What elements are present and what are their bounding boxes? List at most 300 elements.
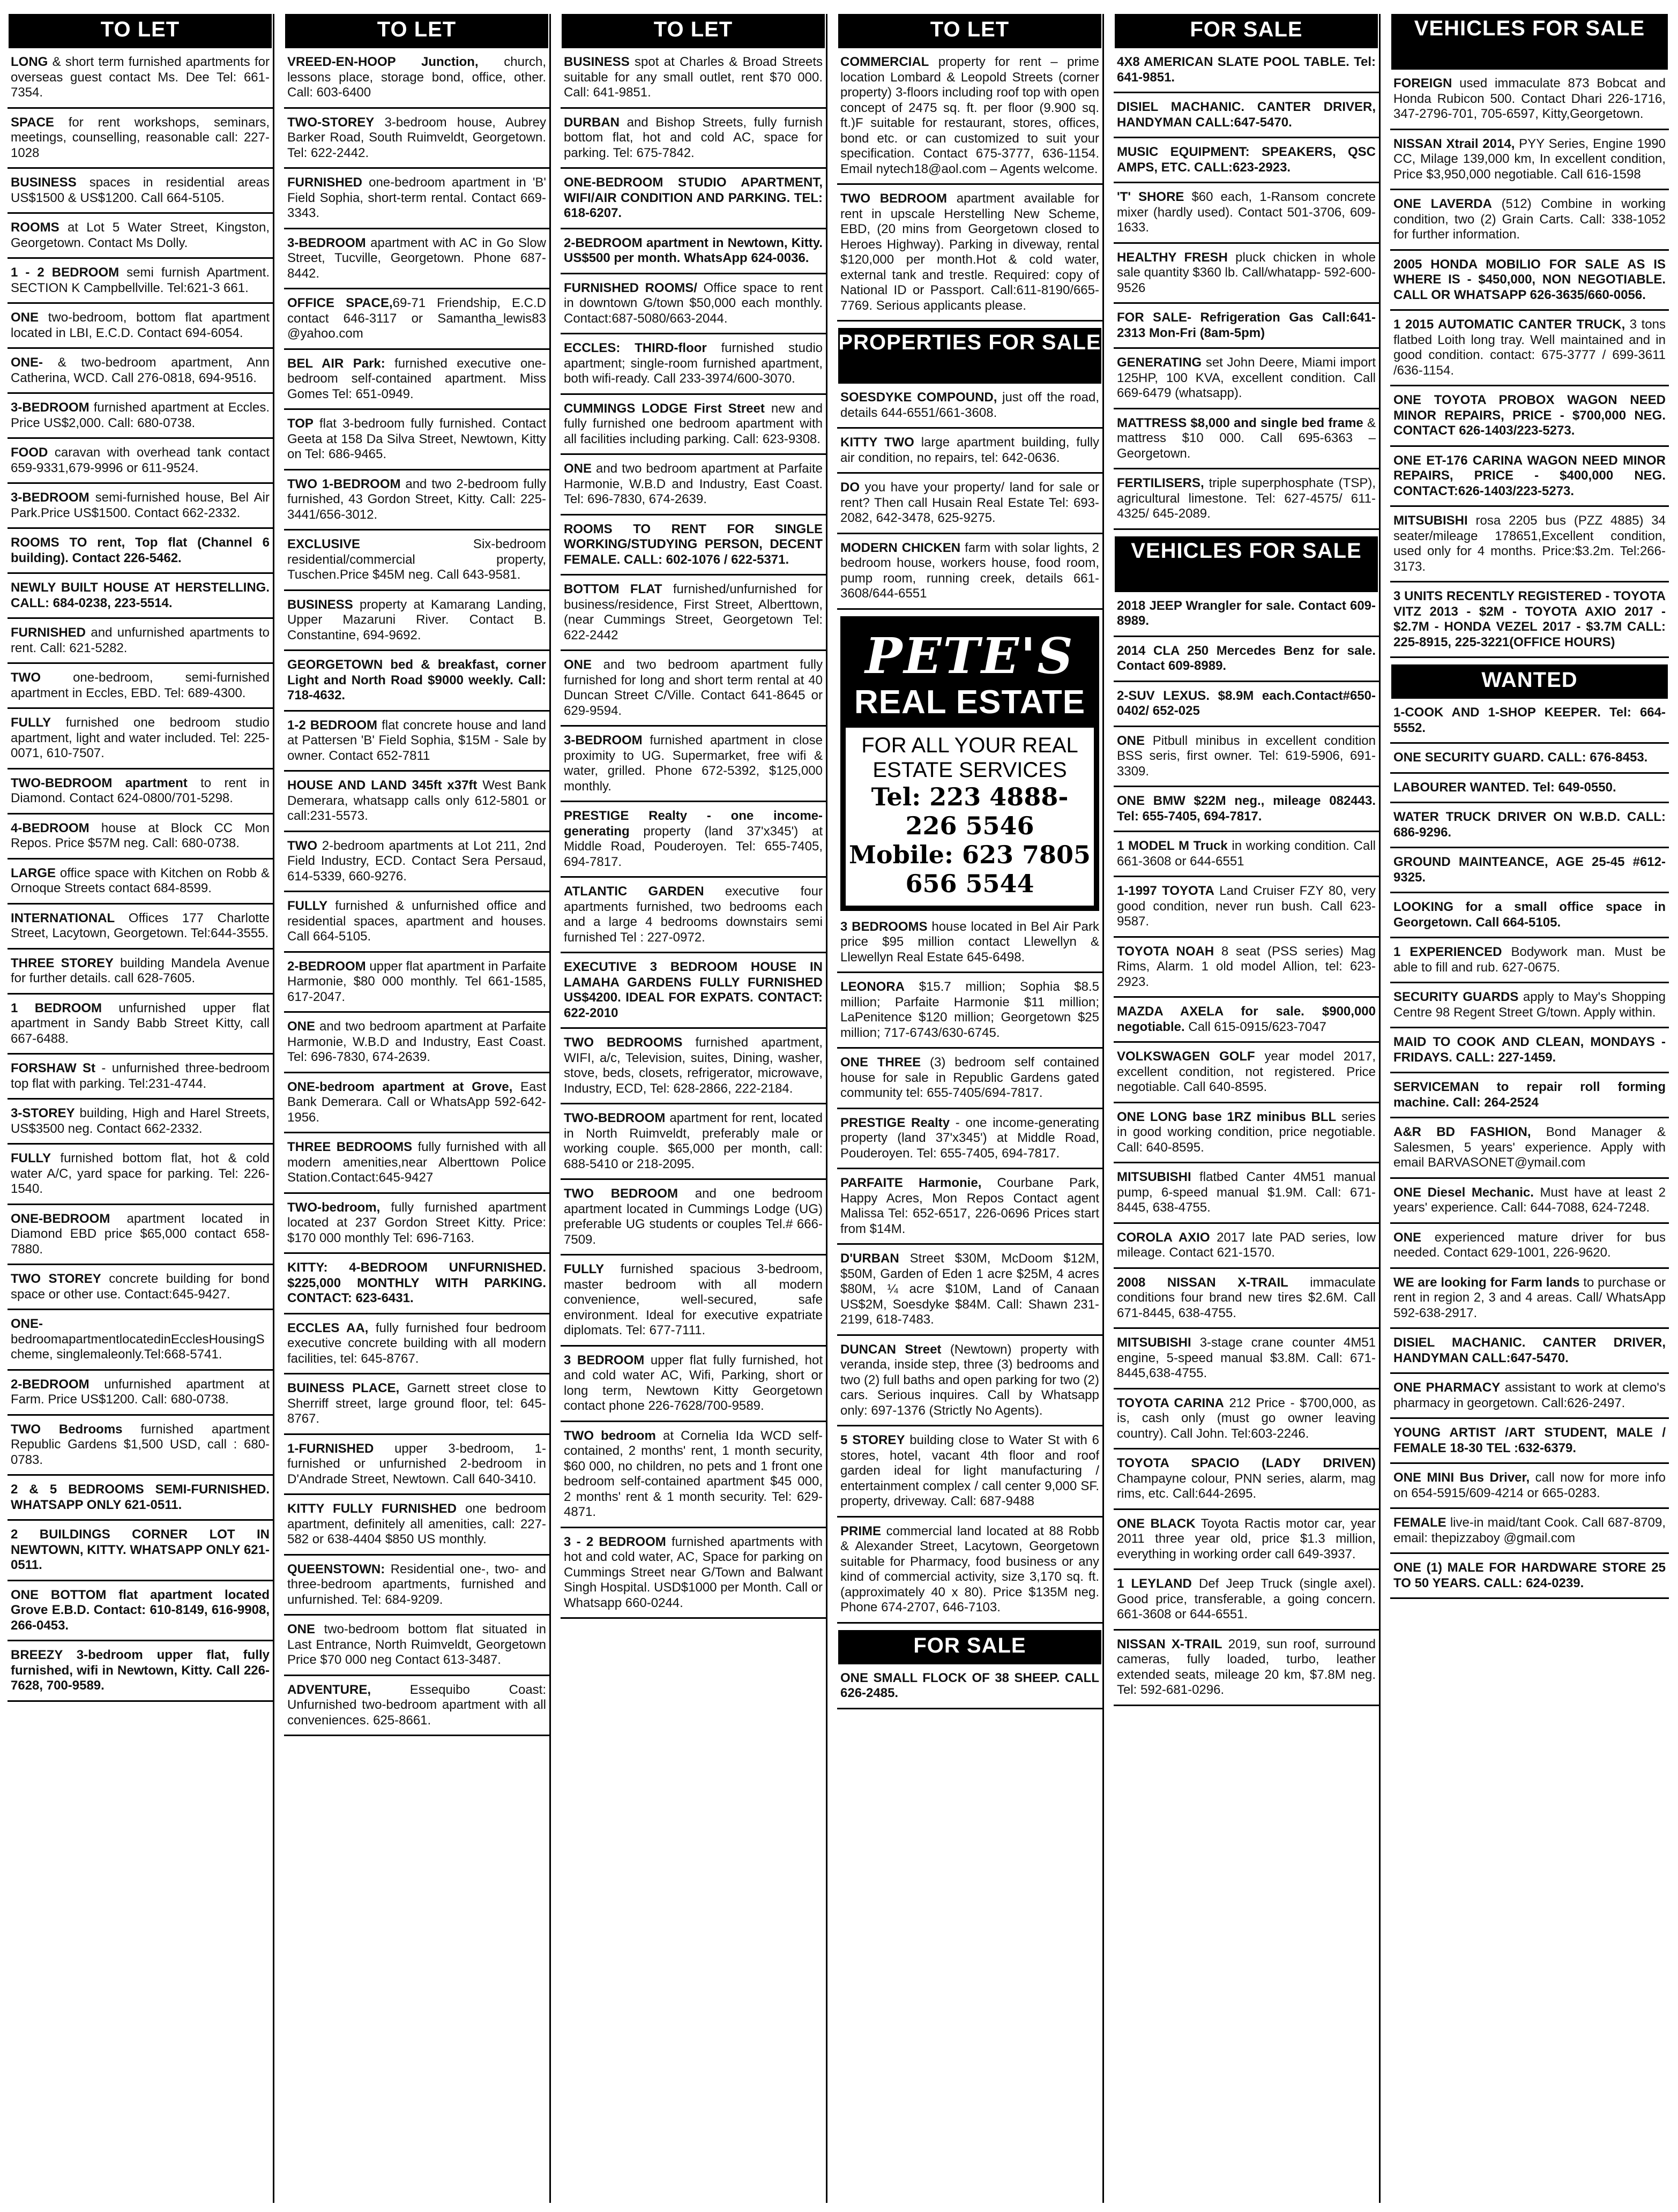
ad-lead: BEL AIR Park: xyxy=(287,356,385,371)
ad-body: assistant to work at clemo's pharmacy in georgetown. Call:626-2497. xyxy=(1393,1380,1666,1410)
ad-lead: KITTY: 4-BEDROOM UNFURNISHED. $225,000 MONTHLY WITH PARKING. CONTACT: 623-6431. xyxy=(287,1260,546,1305)
ad-lead: FURNISHED xyxy=(11,625,86,640)
classified-ad xyxy=(837,55,1102,185)
classified-ad xyxy=(284,1501,549,1556)
ad-lead: GEORGETOWN bed & breakfast, corner Light and North Road $9000 weekly. Call: 718-4632. xyxy=(287,657,546,703)
ad-body: property at Kamarang Landing, Upper Mazaruni River. Contact B. Constantine, 694-9692. xyxy=(287,597,546,642)
ad-body: farm with solar lights, 2 bedroom house, workers house, food room, pump room, running creek, details 661-3608/644-6551 xyxy=(840,540,1099,601)
ad-body: furnished spacious 3-bedroom, master bedroom with all modern convenience, well-secured, safe environment. Ideal for executive expatriate diplomats. Tel: 677-7111. xyxy=(564,1262,823,1337)
ad-body: PYY Series, Engine 1990 CC, Milage 139,000 km, In excellent condition, Price $3,950,000 negotiable. Call 616-1598 xyxy=(1393,136,1666,182)
classified-ad xyxy=(561,1111,826,1180)
classified-ad xyxy=(837,980,1102,1049)
classified-ad xyxy=(1114,944,1379,998)
classified-ad xyxy=(1114,1335,1379,1389)
classified-ad xyxy=(837,1524,1102,1624)
classified-ad xyxy=(561,1186,826,1256)
ad-lead: GROUND MAINTEANCE, AGE 25-45 #612-9325. xyxy=(1393,855,1666,885)
ad-body: you have your property/ land for sale or rent? Then call Husain Real Estate Tel: 693-2082, 642-3478, 625-9275. xyxy=(840,480,1099,525)
classified-ad xyxy=(1390,1425,1669,1464)
ad-lead: DO xyxy=(840,480,860,495)
ad-body: & two-bedroom apartment, Ann Catherina, WCD. Call 276-0818, 694-9516. xyxy=(11,355,270,385)
classified-ad xyxy=(837,435,1102,474)
ad-lead: TOYOTA NOAH xyxy=(1117,944,1214,959)
ad-body: 2017 late PAD series, low mileage. Contact 621-1570. xyxy=(1117,1230,1376,1260)
classified-ad xyxy=(1390,257,1669,311)
ad-lead: ONE-bedroom apartment at Grove, xyxy=(287,1079,513,1094)
section-header: TO LET xyxy=(562,14,825,48)
ad-body: Land Cruiser FZY 80, very good condition, never run bush. Call 623-9587. xyxy=(1117,884,1376,929)
classified-ad xyxy=(1390,1080,1669,1118)
ad-lead: D'URBAN xyxy=(840,1251,899,1266)
ad-lead: ONE BOTTOM flat apartment located Grove E.B.D. Contact: 610-8149, 616-9908, 266-0453. xyxy=(11,1587,270,1633)
ad-lead: 2018 JEEP Wrangler for sale. Contact 609-8989. xyxy=(1117,598,1376,628)
ad-body: furnished studio apartment; single-room furnished apartment, both wifi-ready. Call 233-3974/600-3070. xyxy=(564,341,823,386)
ad-lead: PRIME xyxy=(840,1523,882,1538)
ad-body: 3-stage crane counter 4M51 engine, 5-speed manual $3.8M. Call: 671-8445,638-4755. xyxy=(1117,1335,1376,1380)
ad-body: East Bank Demerara. Call or WhatsApp 592-642-1956. xyxy=(287,1079,546,1125)
classified-ad xyxy=(1114,1049,1379,1103)
logo-tagline-2: ESTATE SERVICES xyxy=(872,758,1067,782)
ad-body: one-bedroom apartment in 'B' Field Sophia, short-term rental. Contact 669-3343. xyxy=(287,175,546,220)
ad-body: Champayne colour, PNN series, alarm, mag rims, etc. Call:644-2695. xyxy=(1117,1471,1376,1501)
ad-lead: PRESTIGE Realty xyxy=(840,1115,950,1130)
ad-body: Offices 177 Charlotte Street, Lacytown, Georgetown. Tel:644-3555. xyxy=(11,910,270,940)
ad-lead: MAZDA AXELA for sale. $900,000 negotiable. xyxy=(1117,1004,1376,1034)
classified-ad xyxy=(284,477,549,531)
ad-lead: FOREIGN xyxy=(1393,76,1452,91)
ad-body: just off the road, details 644-6551/661-3608. xyxy=(840,390,1099,420)
ad-body: live-in maid/tant Cook. Call 687-8709, email: thepizzaboy @gmail.com xyxy=(1393,1515,1666,1545)
ad-lead: NISSAN Xtrail 2014, xyxy=(1393,136,1515,151)
logo-mobile-2: 656 5544 xyxy=(905,869,1034,898)
ad-lead: 2-SUV LEXUS. $8.9M each.Contact#650-0402/ 652-025 xyxy=(1117,688,1376,718)
ad-lead: 3-BEDROOM xyxy=(287,235,366,250)
classified-ad xyxy=(561,1035,826,1104)
classified-ad xyxy=(1390,900,1669,938)
ad-lead: INTERNATIONAL xyxy=(11,910,115,925)
ad-lead: ONE ET-176 CARINA WAGON NEED MINOR REPAIRS, PRICE - $400,000 NEG. CONTACT:626-1403/223-5273. xyxy=(1393,453,1666,498)
ad-body: 8 seat (PSS series) Mag Rims, Alarm. 1 old model Allion, tel: 623-2923. xyxy=(1117,944,1376,989)
ad-lead: 2 & 5 BEDROOMS SEMI-FURNISHED. WHATSAPP ONLY 621-0511. xyxy=(11,1482,270,1512)
classified-ad xyxy=(1390,810,1669,848)
ad-lead: VOLKSWAGEN GOLF xyxy=(1117,1049,1255,1064)
ad-body: apartment with AC in Go Slow Street, Tucville, Georgetown. Phone 687-8442. xyxy=(287,235,546,281)
classified-ad xyxy=(284,356,549,410)
classified-ad xyxy=(1114,55,1379,93)
ad-body: bedroomapartmentlocatedinEcclesHousingScheme, singlemaleonly.Tel:668-5741. xyxy=(11,1332,265,1362)
classified-ad xyxy=(837,1176,1102,1245)
ad-body: series in good working condition, price negotiable. Call: 640-8595. xyxy=(1117,1109,1376,1155)
ad-body: Call 615-0915/623-7047 xyxy=(1184,1019,1326,1034)
classified-ad xyxy=(1390,1560,1669,1599)
classified-ad xyxy=(1114,145,1379,183)
ad-body: two-bedroom bottom flat situated in Last Entrance, North Ruimveldt, Georgetown Price $70 000 neg Contact 613-3487. xyxy=(287,1622,546,1667)
classified-ad xyxy=(1114,476,1379,530)
classified-ad xyxy=(1114,1004,1379,1043)
ad-lead: TOYOTA CARINA xyxy=(1117,1395,1224,1410)
classified-ad xyxy=(837,1671,1102,1709)
ad-lead: ATLANTIC GARDEN xyxy=(564,884,704,899)
classified-ad xyxy=(284,1381,549,1435)
classified-ad xyxy=(561,657,826,727)
ad-lead: HEALTHY FRESH xyxy=(1117,250,1228,265)
section-header: VEHICLES FOR SALE xyxy=(1391,14,1668,70)
column-2 xyxy=(284,14,551,2203)
classified-ad xyxy=(561,115,826,169)
ad-lead: FERTILISERS, xyxy=(1117,476,1204,490)
ad-body: $15.7 million; Sophia $8.5 million; Parfaite Harmonie $11 million; LaPenitence $120 million; Georgetown $25 million; 717-6743/630-6745. xyxy=(840,980,1099,1040)
classified-ad xyxy=(284,1019,549,1073)
section-header: FOR SALE xyxy=(1115,14,1378,48)
ad-body: used immaculate 873 Bobcat and Honda Rubicon 500. Contact Dhari 226-1716, 347-2796-701, 705-6597, Kitty,Georgetown. xyxy=(1393,76,1666,121)
ad-lead: FOOD xyxy=(11,445,48,460)
ad-lead: 1 EXPERIENCED xyxy=(1393,945,1502,959)
ad-lead: 1-FURNISHED xyxy=(287,1441,374,1456)
section-header: TO LET xyxy=(285,14,548,48)
column-1 xyxy=(8,14,274,2203)
ad-lead: 3 - 2 BEDROOM xyxy=(564,1534,666,1549)
ad-body: office space with Kitchen on Robb & Ornoque Streets contact 684-8599. xyxy=(11,865,270,895)
ad-body: fully furnished with all modern amenities,near Alberttown Police Station.Contact:645-9427 xyxy=(287,1140,546,1185)
classified-ad xyxy=(8,115,273,169)
ad-lead: TOYOTA SPACIO (LADY DRIVEN) xyxy=(1117,1456,1376,1470)
ad-body: Office space to rent in downtown G/town $50,000 each monthly. Contact:687-5080/663-2044. xyxy=(564,280,823,326)
ad-lead: WE are looking for Farm lands xyxy=(1393,1275,1580,1290)
ad-lead: ONE MINI Bus Driver, xyxy=(1393,1470,1530,1485)
classified-ad xyxy=(284,718,549,772)
ad-body: and Bishop Streets, fully furnish bottom flat, hot and cold AC, space for parking. Tel: 675-7842. xyxy=(564,115,823,160)
ad-body: 3-bedroom house, Aubrey Barker Road, South Ruimveldt, Georgetown. Tel: 622-2442. xyxy=(287,115,546,160)
ad-lead: 3 BEDROOM xyxy=(564,1352,645,1367)
classified-ad xyxy=(8,55,273,109)
classified-ad xyxy=(8,956,273,995)
ad-lead: 3-BEDROOM xyxy=(564,733,643,748)
classified-ad xyxy=(8,670,273,709)
ad-body: Garnett street close to Sherriff street, large ground floor, tel: 645-8767. xyxy=(287,1381,546,1426)
ad-body: concrete building for bond space or other use. Contact:645-9427. xyxy=(11,1272,270,1302)
ad-body: and two bedroom apartment at Parfaite Harmonie, W.B.D and Industry, East Coast. Tel: 696-7830, 674-2639. xyxy=(564,461,823,506)
ad-body: house located in Bel Air Park price $95 million contact Llewellyn & Llewellyn Real Estate 645-6498. xyxy=(840,919,1100,965)
classified-ad xyxy=(561,55,826,109)
ad-body: $60 each, 1-Ransom concrete mixer (hardly used). Contact 501-3706, 609-1633. xyxy=(1117,190,1376,235)
ad-lead: MUSIC EQUIPMENT: SPEAKERS, QSC AMPS, ETC. CALL:623-2923. xyxy=(1117,145,1376,175)
ad-lead: ONE SECURITY GUARD. CALL: 676-8453. xyxy=(1393,750,1648,765)
classified-ad xyxy=(1390,705,1669,744)
classified-ad xyxy=(8,490,273,529)
classified-ad xyxy=(561,960,826,1029)
ad-body: upper 3-bedroom, 1-furnished or unfurnished 2-bedroom in D'Andrade Street, Newtown. Call 640-3410. xyxy=(287,1441,546,1486)
ad-lead: TOP xyxy=(287,416,314,431)
ad-lead: DISIEL MACHANIC. CANTER DRIVER, HANDYMAN CALL:647-5470. xyxy=(1117,100,1376,130)
ad-body: unfurnished upper flat apartment in Sandy Babb Street Kitty, call 667-6488. xyxy=(11,1000,270,1046)
classified-ad xyxy=(837,480,1102,534)
classified-ad xyxy=(1390,393,1669,447)
classified-ad xyxy=(284,778,549,832)
classified-ad xyxy=(284,1080,549,1134)
ad-lead: TWO BEDROOM xyxy=(840,191,948,206)
classified-ad xyxy=(8,821,273,860)
classified-ad xyxy=(837,1433,1102,1518)
ad-body: one bedroom apartment, definitely all amenities, call: 227-582 or 638-4404 $850 US monthly. xyxy=(287,1501,546,1546)
ad-lead: ONE BMW $22M neg., mileage 082443. Tel: 655-7405, 694-7817. xyxy=(1117,794,1376,824)
ad-lead: 2008 NISSAN X-TRAIL xyxy=(1117,1275,1288,1290)
ad-lead: LEONORA xyxy=(840,980,905,994)
ad-lead: BUINESS PLACE, xyxy=(287,1381,400,1395)
classified-ad xyxy=(561,236,826,274)
ad-body: at Cornelia Ida WCD self-contained, 2 months' rent, 1 month security, $60 000, no children, no pets and 1 front one bedroom self-contained apartment $45 000, 2 months' rent & 1 month security. Tel: 629-4871. xyxy=(564,1428,823,1519)
ad-lead: ONE xyxy=(287,1622,316,1636)
ad-body: building, High and Harel Streets, US$3500 neg. Contact 662-2332. xyxy=(11,1106,270,1136)
classified-ad xyxy=(8,400,273,439)
ad-lead: A&R BD FASHION, xyxy=(1393,1125,1531,1139)
ad-body: furnished apartment at Eccles. Price US$2,000. Call: 680-0738. xyxy=(11,400,270,430)
classified-ad xyxy=(1390,1185,1669,1224)
ad-lead: NEWLY BUILT HOUSE AT HERSTELLING. CALL: 684-0238, 223-5514. xyxy=(11,580,270,610)
ad-lead: SERVICEMAN to repair roll forming machine. Call: 264-2524 xyxy=(1393,1080,1666,1110)
ad-body: property (land 37'x345') at Middle Road, Pouderoyen. Tel: 655-7405, 694-7817. xyxy=(564,824,823,869)
ad-lead: ONE-BEDROOM xyxy=(11,1211,110,1226)
classified-ad xyxy=(1390,513,1669,582)
ad-body: - one income-generating property (land 37'x345') at Middle Road, Pouderoyen. Tel: 655-7405, 694-7817. xyxy=(840,1115,1099,1161)
ad-body: caravan with overhead tank contact 659-9331,679-9996 or 611-9524. xyxy=(11,445,270,475)
ad-body: (3) bedroom self contained house for sale in Republic Gardens gated community tel: 655-7405/694-7817. xyxy=(840,1055,1099,1100)
ad-lead: LONG xyxy=(11,55,48,69)
ad-body: and unfurnished apartments to rent. Call: 621-5282. xyxy=(11,625,270,655)
classified-ad xyxy=(1114,1396,1379,1450)
ad-lead: ECCLES: THIRD-floor xyxy=(564,341,707,355)
ad-lead: FOR SALE- Refrigeration Gas Call:641-2313 Mon-Fri (8am-5pm) xyxy=(1117,310,1376,340)
ad-body: semi-furnished house, Bel Air Park.Price US$1500. Contact 662-2332. xyxy=(11,490,270,520)
classified-ad xyxy=(1114,884,1379,938)
ad-body: semi furnish Apartment. SECTION K Campbellville. Tel:621-3 661. xyxy=(11,265,270,295)
ad-lead: ONE xyxy=(564,461,592,476)
classified-ad xyxy=(284,839,549,893)
classified-ad xyxy=(1114,1275,1379,1329)
ad-body: furnished apartment in close proximity to UG. Supermarket, free wifi & water, grilled. Phone 672-5392, $125,000 monthly. xyxy=(564,733,823,794)
ad-lead: OFFICE SPACE, xyxy=(287,296,393,310)
ad-body: set John Deere, Miami import 125HP, 100 KVA, excellent condition. Call 669-6479 (whatsapp). xyxy=(1117,355,1376,400)
ad-lead: SPACE xyxy=(11,115,54,130)
classified-ad xyxy=(8,445,273,484)
ad-lead: 2-BEDROOM apartment in Newtown, Kitty. US$500 per month. WhatsApp 624-0036. xyxy=(564,235,823,265)
classified-ad xyxy=(1114,190,1379,244)
ad-body: (512) Combine in working condition, two (2) Grain Carts. Call: 338-1052 for further information. xyxy=(1393,197,1666,242)
section-header-vehicles: VEHICLES FOR SALE xyxy=(1115,536,1378,592)
logo-mobile: Mobile: 623 7805 xyxy=(848,840,1091,869)
ad-body: executive four apartments furnished, two bedrooms each and a large 4 bedrooms downstairs semi furnished Tel : 227-0972. xyxy=(564,884,823,945)
classified-ad xyxy=(1114,1456,1379,1510)
ad-body: furnished bottom flat, hot & cold water A/C, yard space for parking. Tel: 226-1540. xyxy=(11,1151,270,1196)
ad-lead: 3 BEDROOMS xyxy=(840,919,928,934)
ad-lead: COMMERCIAL xyxy=(840,55,929,69)
classified-ad xyxy=(837,390,1102,429)
ad-body: Def Jeep Truck (single axel). Good price, transferable, a going concern. 661-3608 or 644-6551. xyxy=(1117,1576,1376,1621)
ad-body: Six-bedroom residential/commercial property, Tuschen.Price $45M neg. Call 643-9581. xyxy=(287,537,546,582)
classified-ad xyxy=(8,1527,273,1581)
ad-lead: ONE-BEDROOM STUDIO APARTMENT, WIFI/AIR CONDITION AND PARKING. TEL: 618-6207. xyxy=(564,175,823,220)
ad-body: church, lessons place, storage bond, office, other. Call: 603-6400 xyxy=(287,55,546,100)
classified-ad xyxy=(8,580,273,619)
classified-ad xyxy=(1114,1110,1379,1164)
classified-ad xyxy=(8,1377,273,1416)
classified-ad xyxy=(284,175,549,229)
classified-ad xyxy=(284,597,549,652)
ad-lead: TWO BEDROOMS xyxy=(564,1035,683,1050)
ad-lead: ROOMS xyxy=(11,220,59,235)
classified-ad xyxy=(837,1342,1102,1427)
ad-body: and one bedroom apartment located in Cummings Lodge (UG) preferable UG students or couples Tel.# 666-7509. xyxy=(564,1186,823,1247)
classified-ad xyxy=(1390,945,1669,983)
classified-ad xyxy=(284,657,549,712)
ad-lead: HOUSE AND LAND 345ft x37ft xyxy=(287,778,478,793)
classified-ad xyxy=(8,1482,273,1521)
classified-ad xyxy=(837,191,1102,322)
ad-lead: ONE xyxy=(1117,733,1145,748)
classified-ad xyxy=(8,1317,273,1371)
ad-body: furnished & unfurnished office and residential spaces, apartment and houses. Call 664-5105. xyxy=(287,899,546,944)
ad-lead: ONE xyxy=(11,310,39,325)
ad-body: 3 tons flatbed Loith long tray. Well maintained and in good condition. contact: 675-3777 / 699-3611 /636-1154. xyxy=(1393,317,1666,378)
ad-body: 212 Price - $700,000, as is, cash only (must go owner leaving country). Call John. Tel:603-2246. xyxy=(1117,1395,1376,1441)
classified-ad xyxy=(8,220,273,259)
ad-lead: NISSAN X-TRAIL xyxy=(1117,1636,1222,1651)
ad-lead: COROLA AXIO xyxy=(1117,1230,1210,1245)
ad-body: new and fully furnished one bedroom apartment with all facilities including parking. Call: 623-9308. xyxy=(564,401,823,446)
ad-lead: FURNISHED ROOMS/ xyxy=(564,280,697,295)
section-header-wanted: WANTED xyxy=(1391,664,1668,699)
classified-ad xyxy=(1114,310,1379,349)
ad-body: flat 3-bedroom fully furnished. Contact Geeta at 158 Da Silva Street, Newtown, Kitty on Tel: 686-9465. xyxy=(287,416,546,461)
ad-body: and two bedroom apartment fully furnished for long and short term rental at 40 Duncan Street C/Ville. Contact 641-8645 or 629-9594. xyxy=(564,657,823,718)
logo-sub: REAL ESTATE xyxy=(854,683,1086,721)
ad-lead: WATER TRUCK DRIVER ON W.B.D. CALL: 686-9296. xyxy=(1393,810,1666,840)
ad-lead: MITSUBISHI xyxy=(1117,1170,1191,1184)
ad-lead: BUSINESS xyxy=(564,55,630,69)
ad-body: year model 2017, excellent condition, not registered. Price negotiable. Call 640-8595. xyxy=(1117,1049,1376,1094)
ad-lead: TWO BEDROOM xyxy=(564,1186,678,1201)
section-header: TO LET xyxy=(9,14,272,48)
ad-lead: 4X8 AMERICAN SLATE POOL TABLE. Tel: 641-9851. xyxy=(1117,55,1376,85)
ad-body: in working condition. Call 661-3608 or 644-6551 xyxy=(1117,839,1376,869)
ad-lead: 'T' SHORE xyxy=(1117,190,1184,204)
ad-body: - unfurnished three-bedroom top flat with parking. Tel:231-4744. xyxy=(11,1061,270,1091)
ad-lead: TWO Bedrooms xyxy=(11,1422,123,1437)
ad-lead: 1 LEYLAND xyxy=(1117,1576,1192,1591)
classified-ad xyxy=(561,884,826,953)
ad-lead: 2-BEDROOM xyxy=(11,1377,90,1392)
ad-lead: 3-BEDROOM xyxy=(11,490,90,505)
ad-body: apartment for rent, located in North Ruimveldt, preferably male or working couple. $65,000 per month, call: 688-5410 or 218-2095. xyxy=(564,1111,823,1171)
ad-lead: FEMALE xyxy=(1393,1515,1446,1530)
column-6 xyxy=(1390,14,1669,2203)
classified-ad xyxy=(1390,1515,1669,1554)
ad-lead: 1 - 2 BEDROOM xyxy=(11,265,120,280)
ad-lead: SOESDYKE COMPOUND, xyxy=(840,390,997,405)
classified-ad xyxy=(284,1622,549,1676)
classified-ad xyxy=(561,809,826,878)
ad-body: West Bank Demerara, whatsapp calls only 612-5801 or call:231-5573. xyxy=(287,778,546,823)
ad-lead: LABOURER WANTED. Tel: 649-0550. xyxy=(1393,780,1616,795)
classified-ad xyxy=(561,522,826,576)
ad-lead: 3-STOREY xyxy=(11,1106,75,1120)
classified-ad xyxy=(1390,1230,1669,1269)
ad-body: furnished apartment Republic Gardens $1,500 USD, call : 680-0783. xyxy=(11,1422,270,1467)
ad-lead: ADVENTURE, xyxy=(287,1682,371,1697)
ad-body: to purchase or rent in region 2, 3 and 4 areas. Call/ WhatsApp 592-638-2917. xyxy=(1393,1275,1666,1320)
ad-body: 69-71 Friendship, E.C.D contact 646-3117 or Samantha_lewis83 @yahoo.com xyxy=(287,296,546,341)
ad-lead: ONE- xyxy=(11,355,43,370)
ad-body: 2-bedroom apartments at Lot 211, 2nd Field Industry, ECD. Contact Sera Persaud, 614-5339, 660-9276. xyxy=(287,838,546,884)
ad-body: upper flat apartment in Parfaite Harmonie, $80 000 monthly. Tel 661-1585, 617-2047. xyxy=(287,959,546,1004)
ad-body: fully furnished apartment located at 237 Gordon Street Kitty. Price: $170 000 monthly Tel: 696-7163. xyxy=(287,1200,546,1245)
ad-body: Essequibo Coast: Unfurnished two-bedroom apartment with all conveniences. 625-8661. xyxy=(287,1682,546,1728)
classified-ad xyxy=(561,401,826,455)
ad-body: upper flat fully furnished, hot and cold water AC, Wifi, Parking, short or long term, Newtown Kitty Georgetown contact phone 226-7628/700-9589. xyxy=(564,1352,823,1413)
classified-ad xyxy=(837,1055,1102,1109)
classified-ad xyxy=(1114,250,1379,304)
ad-body: furnished apartments with hot and cold water, AC, Space for parking on Cummings Street near G/Town and Balwant Singh Hospital. USD$1000 per Month. Call or Whatsapp 660-0244. xyxy=(564,1534,823,1610)
ad-lead: GENERATING xyxy=(1117,355,1202,370)
logo-tel: Tel: 223 4888- xyxy=(871,782,1069,811)
ad-lead: FULLY xyxy=(564,1262,605,1276)
classified-ad xyxy=(284,296,549,350)
ad-lead: ONE xyxy=(1393,1230,1422,1245)
ad-body: spaces in residential areas US$1500 & US$1200. Call 664-5105. xyxy=(11,175,270,205)
classified-ad xyxy=(8,866,273,905)
classified-ad xyxy=(284,115,549,169)
classified-ad xyxy=(8,355,273,394)
section-header: TO LET xyxy=(838,14,1101,48)
ad-lead: MAID TO COOK AND CLEAN, MONDAYS - FRIDAYS. CALL: 227-1459. xyxy=(1393,1035,1666,1065)
ad-body: apartment available for rent in upscale Herstelling New Scheme, EBD, (20 mins from Georgetown closed to Heroes Highway). Parking in diveway, rental $120,000 per month.Hot & cold water, external tank and trestle. Required: copy of National ID or Passport. Call:611-8190/665-7769. Serious applicants please. xyxy=(840,191,1099,313)
ad-lead: YOUNG ARTIST /ART STUDENT, MALE / FEMALE 18-30 TEL :632-6379. xyxy=(1393,1425,1666,1455)
classified-ad xyxy=(8,265,273,304)
classified-ad xyxy=(1114,1637,1379,1706)
ad-lead: 1-COOK AND 1-SHOP KEEPER. Tel: 664-5552. xyxy=(1393,705,1666,735)
classified-ad xyxy=(8,776,273,814)
ad-lead: 1-1997 TOYOTA xyxy=(1117,884,1214,898)
classified-ad xyxy=(1114,644,1379,682)
ad-lead: SECURITY GUARDS xyxy=(1393,990,1519,1004)
ad-lead: CUMMINGS LODGE First Street xyxy=(564,401,765,416)
logo-tel-2: 226 5546 xyxy=(905,811,1034,840)
ad-body: & short term furnished apartments for overseas guest contact Ms. Dee Tel: 661-7354. xyxy=(11,55,270,100)
classified-ad xyxy=(1114,794,1379,832)
ad-lead: TWO bedroom xyxy=(564,1428,656,1443)
ad-lead: FURNISHED xyxy=(287,175,363,190)
ad-body: for rent workshops, seminars, meetings, counselling, reasonable call: 227-1028 xyxy=(11,115,270,160)
ad-body: commercial land located at 88 Robb & Alexander Street, Lacytown, Georgetown suitable for Pharmacy, food business or any kind of commercial activity, size 3,170 sq. ft. (approximately 40 x 80). Price $135M neg. Phone 674-2707, 646-7103. xyxy=(840,1523,1099,1615)
classified-ad xyxy=(561,281,826,335)
classified-ad xyxy=(1390,855,1669,893)
classified-ad xyxy=(837,1251,1102,1336)
ad-lead: DUNCAN Street xyxy=(840,1342,942,1357)
ad-lead: ROOMS TO rent, Top flat (Channel 6 building). Contact 226-5462. xyxy=(11,535,270,565)
classified-ad xyxy=(1390,750,1669,774)
classified-ad xyxy=(8,625,273,664)
ad-body: rosa 2205 bus (PZZ 4885) 34 seater/mileage 178651,Excellent condition, used only for 4 months. Price:$3.2m. Tel:266-3173. xyxy=(1393,513,1666,574)
ad-lead: BUSINESS xyxy=(287,597,353,612)
ad-lead: TWO STOREY xyxy=(11,1272,101,1286)
ad-body: at Lot 5 Water Street, Kingston, Georgetown. Contact Ms Dolly. xyxy=(11,220,270,250)
ad-body: furnished apartment, WIFI, a/c, Television, suites, Dining, washer, stove, beds, closets, refrigerator, microwave, Industry, ECD, Tel: 628-2866, 222-2184. xyxy=(564,1035,823,1096)
classified-ad xyxy=(1390,780,1669,804)
ad-lead: LARGE xyxy=(11,865,56,880)
classified-ad xyxy=(8,310,273,349)
ad-lead: TWO-STOREY xyxy=(287,115,375,130)
column-4 xyxy=(837,14,1104,2203)
ad-lead: BOTTOM FLAT xyxy=(564,582,662,596)
